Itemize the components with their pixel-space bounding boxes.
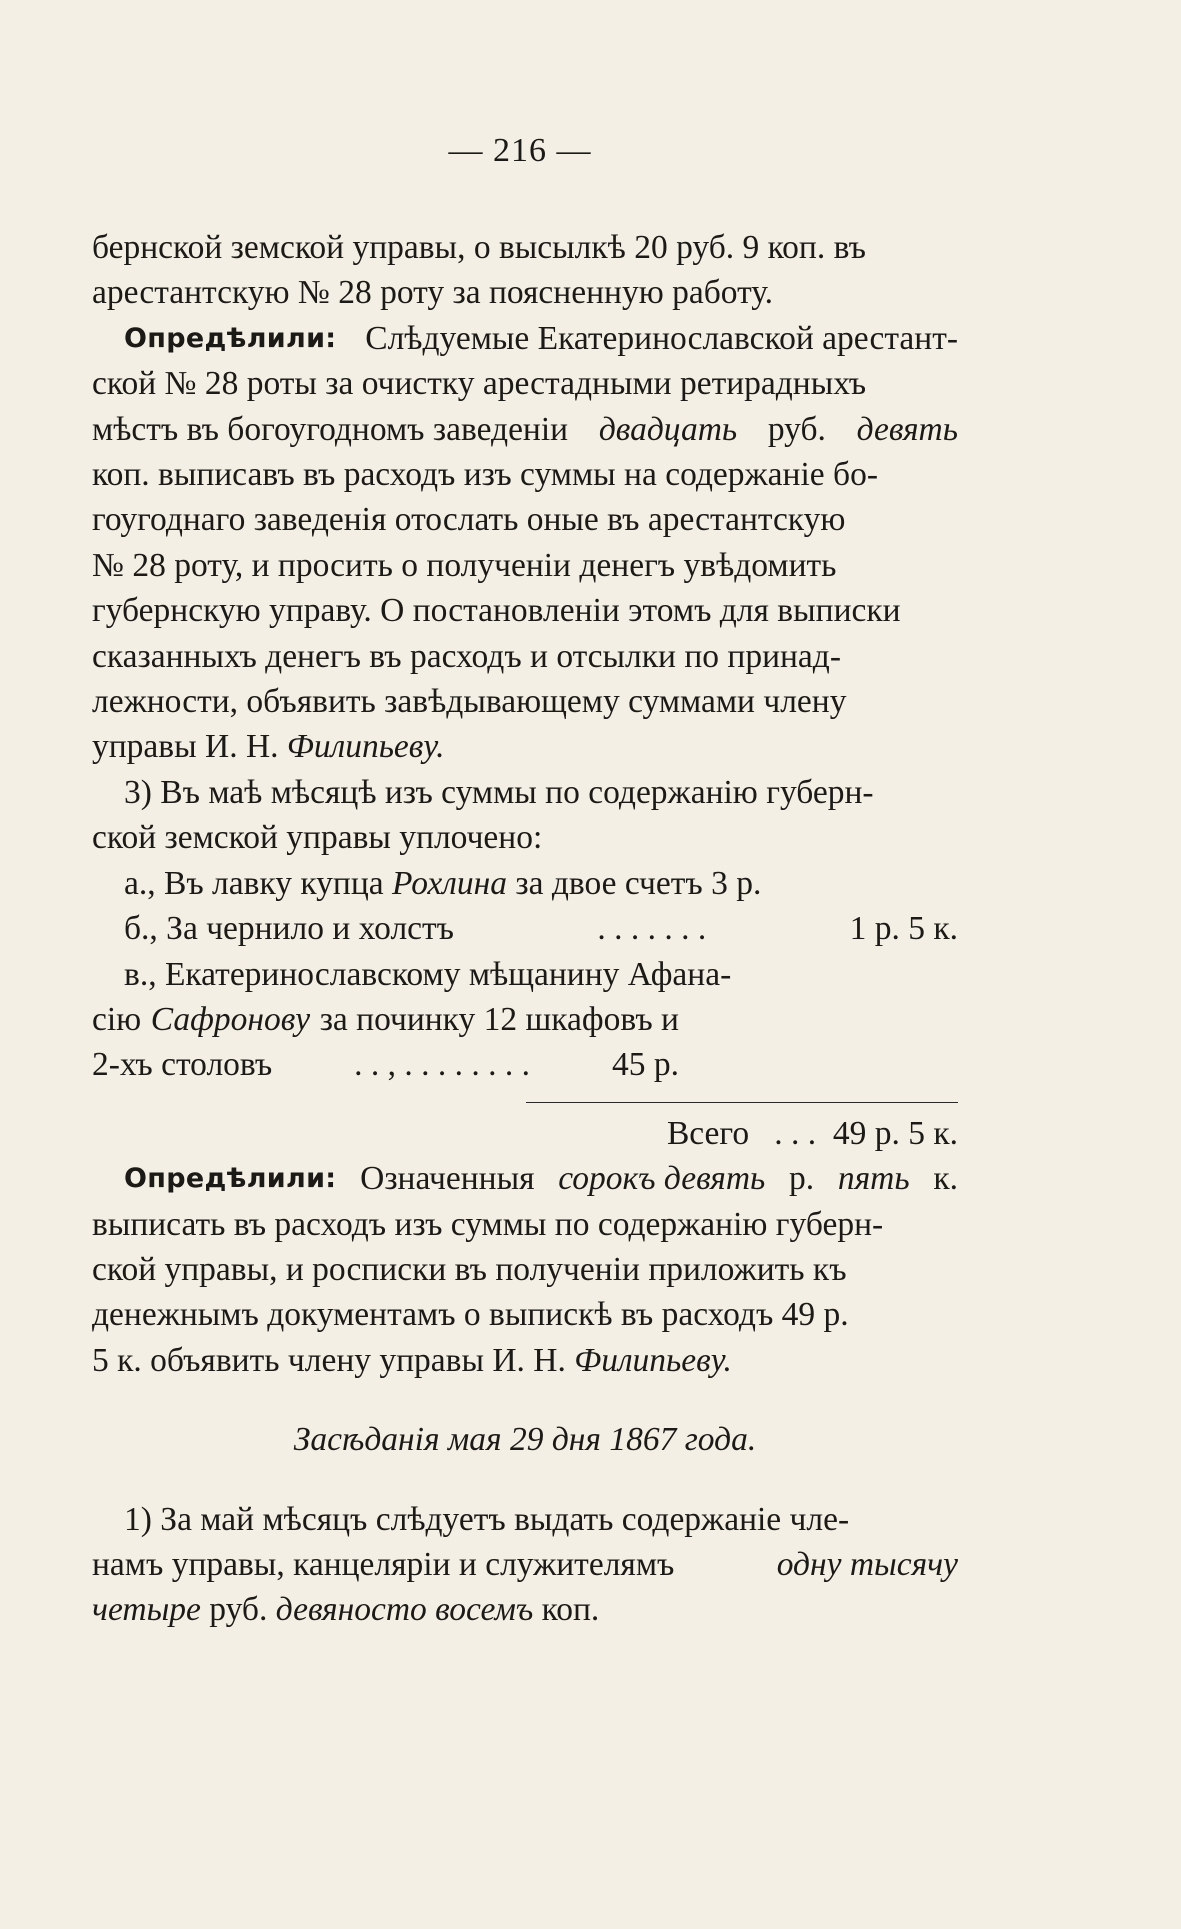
amount: 45 р. — [611, 1046, 679, 1084]
text-span: Означенныя — [360, 1160, 535, 1198]
text-line — [92, 316, 958, 361]
list-item-a — [92, 861, 764, 906]
text-line — [92, 724, 958, 769]
sum-rule — [526, 1102, 958, 1103]
leader-dots: . . , . . . . . . . . — [354, 1046, 531, 1084]
italic-name: Филипьеву. — [574, 1341, 732, 1379]
leader-dots: . . . — [774, 1114, 817, 1152]
text-line: лежности, объявить завѣдывающему суммами члену — [92, 683, 847, 721]
spacer — [92, 1463, 958, 1497]
text-span: к. — [933, 1160, 958, 1198]
leader-dots: . . . . . . . — [597, 910, 707, 948]
text-span: б., За чернило и холстъ — [124, 910, 454, 948]
italic-name: Филипьеву. — [286, 728, 445, 766]
text-line: 1) За май мѣсяцъ слѣдуетъ выдать содержаніе чле- — [124, 1500, 850, 1538]
resolution-label: Опредѣлили: — [124, 1163, 337, 1195]
text-span: намъ управы, канцеляріи и служителямъ — [92, 1545, 675, 1583]
italic-amount: сорокъ девять — [558, 1160, 766, 1198]
text-span: 2-хъ столовъ — [92, 1046, 273, 1084]
italic-amount: одну тысячу — [776, 1545, 958, 1583]
text-line: коп. выписавъ въ расходъ изъ суммы на содержаніе бо- — [92, 456, 878, 494]
italic-name: Сафронову — [150, 1000, 311, 1038]
text-line: № 28 роту, и просить о полученіи денегъ увѣдомить — [92, 546, 837, 584]
text-line: 3) Въ маѣ мѣсяцѣ изъ суммы по содержанію губерн- — [124, 773, 874, 811]
italic-name: Рохлина — [392, 864, 507, 902]
text-span: коп. — [541, 1591, 600, 1629]
list-item-b — [92, 906, 958, 951]
list-item-c: в., Екатеринославскому мѣщанину Афана- — [124, 955, 732, 993]
italic-amount: девять — [856, 410, 958, 448]
text-span: сію — [92, 1000, 142, 1038]
text-span: управы И. Н. — [92, 728, 279, 766]
resolution-label: Опредѣлили: — [124, 322, 337, 354]
total-value: 49 р. 5 к. — [832, 1114, 958, 1152]
text-line: ской управы, и росписки въ полученіи приложить къ — [92, 1250, 847, 1288]
text-span: за починку 12 шкафовъ и — [319, 1000, 679, 1038]
page-body — [92, 225, 958, 1633]
text-span: руб. — [767, 410, 826, 448]
text-line: денежнымъ документамъ о выпискѣ въ расходъ 49 р. — [92, 1296, 849, 1334]
total-line — [92, 1111, 958, 1156]
text-line: сказанныхъ денегъ въ расходъ и отсылки по принад- — [92, 637, 842, 675]
page-number-header: — 216 — — [448, 132, 592, 169]
amount: 1 р. 5 к. — [849, 910, 958, 948]
italic-amount: четыре — [92, 1591, 201, 1629]
text-span: Слѣдуемые Екатеринославской арестант- — [365, 319, 958, 357]
text-line — [92, 1338, 958, 1383]
italic-amount: девяносто восемъ — [275, 1591, 534, 1629]
session-heading: Засѣданія мая 29 дня 1867 года. — [293, 1421, 757, 1459]
total-label: Всего — [666, 1114, 750, 1152]
text-line — [92, 1042, 679, 1087]
text-line: бернской земской управы, о высылкѣ 20 руб. 9 коп. въ — [92, 229, 866, 266]
spacer — [92, 1383, 958, 1417]
italic-amount: пять — [837, 1160, 910, 1198]
text-line: гоугоднаго заведенія отослать оные въ арестантскую — [92, 501, 846, 539]
text-line: выписать въ расходъ изъ суммы по содержанію губерн- — [92, 1205, 884, 1243]
text-span: а., Въ лавку купца — [124, 864, 384, 902]
text-span: руб. — [209, 1591, 268, 1629]
text-line — [92, 407, 958, 452]
text-line: ской № 28 роты за очистку арестадными ретирадныхъ — [92, 365, 867, 403]
italic-amount: двадцать — [598, 410, 738, 448]
text-span: за двое счетъ 3 р. — [515, 864, 762, 902]
text-span: 5 к. объявить члену управы И. Н. — [92, 1341, 566, 1379]
text-line — [92, 997, 679, 1042]
text-line — [92, 1156, 958, 1201]
text-line — [92, 1587, 958, 1632]
text-span: р. — [789, 1160, 815, 1198]
text-line: губернскую управу. О постановленіи этомъ для выписки — [92, 592, 901, 630]
text-line — [92, 1542, 958, 1587]
text-span: мѣстъ въ богоугодномъ заведеніи — [92, 410, 569, 448]
text-line: ской земской управы уплочено: — [92, 819, 543, 857]
text-line: арестантскую № 28 роту за поясненную работу. — [92, 274, 774, 312]
